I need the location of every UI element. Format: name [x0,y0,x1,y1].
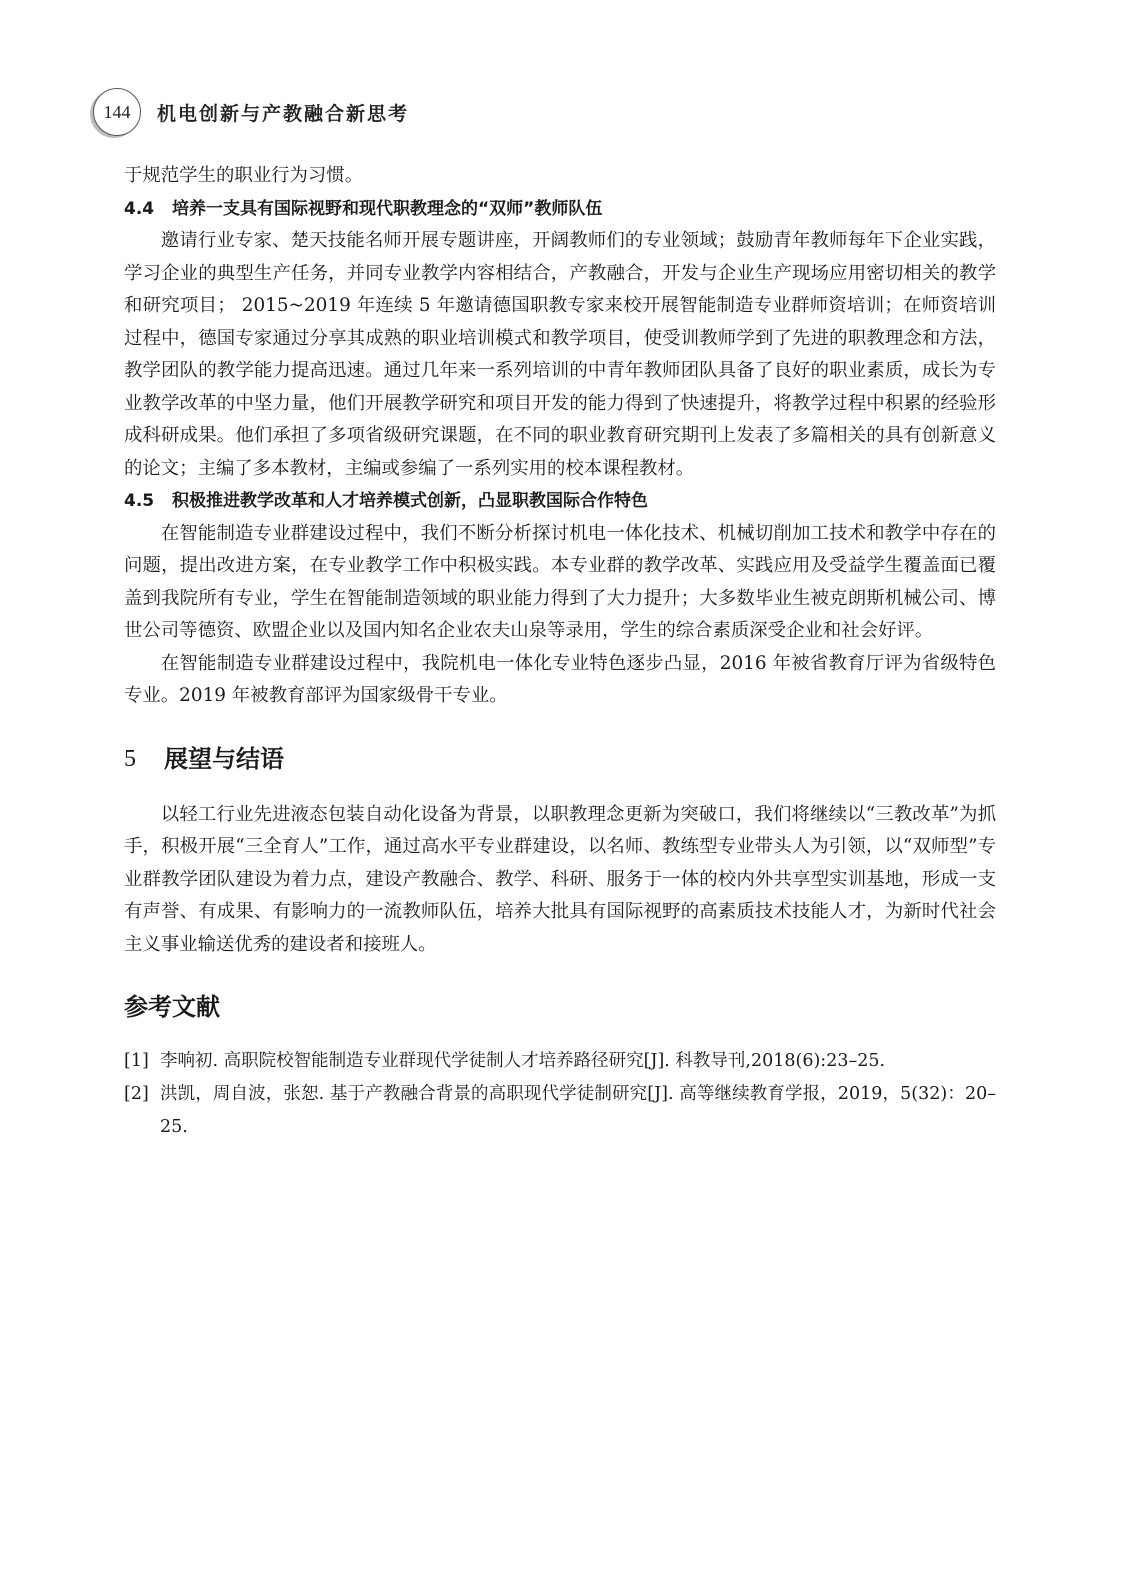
page-header [93,90,409,134]
page-number: 144 [103,101,131,122]
reference-item [124,1045,996,1078]
page-number-badge [93,88,141,136]
reference-number: [1] [124,1051,149,1071]
reference-text: 李响初. 高职院校智能制造专业群现代学徒制人才培养路径研究[J]. 科教导刊,2018(6):23–25. [160,1051,886,1071]
reference-number: [2] [124,1084,149,1104]
paragraph: 以轻工行业先进液态包装自动化设备为背景，以职教理念更新为突破口，我们将继续以“三教改革”为抓手，积极开展“三全育人”工作，通过高水平专业群建设，以名师、教练型专业带头人为引领，以“双师型”专业群教学团队建设为着力点，建设产教融合、教学、科研、服务于一体的校内外共享型实训基地，形成一支有声誉、有成果、有影响力的一流教师队伍，培养大批具有国际视野的高素质技术技能人才，为新时代社会主义事业输送优秀的建设者和接班人。 [124,803,996,955]
reference-text: 洪凯，周自波，张恕. 基于产教融合背景的高职现代学徒制研究[J]. 高等继续教育学报，2019，5(32)：20–25. [160,1084,996,1137]
intro-line: 于规范学生的职业行为习惯。 [124,165,364,186]
subsection-number: 4.5 [124,491,155,511]
paragraph: 邀请行业专家、楚天技能名师开展专题讲座，开阔教师们的专业领域；鼓励青年教师每年下企业实践，学习企业的典型生产任务，并同专业教学内容相结合，产教融合，开发与企业生产现场应用密切相关的教学和研究项目； 2015~2019 年连续 5 年邀请德国职教专家来校开展智能制造专业群师资培训；在师资培训过程中，德国专家通过分享其成熟的职业培训模式和教学项目，使受训教师学到了先进的职教理念和方法，教学团队的教学能力提高迅速。通过几年来一系列培训的中青年教师团队具备了良好的职业素质，成长为专业教学改革的中坚力量，他们开展教学研究和项目开发的能力得到了快速提升，将教学过程中积累的经验形成科研成果。他们承担了多项省级研究课题，在不同的职业教育研究期刊上发表了多篇相关的具有创新意义的论文；主编了多本教材，主编或参编了一系列实用的校本课程教材。 [124,230,996,479]
reference-item [124,1078,996,1144]
paragraph: 在智能制造专业群建设过程中，我们不断分析探讨机电一体化技术、机械切削加工技术和教学中存在的问题，提出改进方案，在专业教学工作中积极实践。本专业群的教学改革、实践应用及受益学生覆盖面已覆盖到我院所有专业，学生在智能制造领域的职业能力得到了大力提升；大多数毕业生被克朗斯机械公司、博世公司等德资、欧盟企业以及国内知名企业农夫山泉等录用，学生的综合素质深受企业和社会好评。 [124,522,996,641]
references-heading: 参考文献 [124,993,220,1021]
subsection-title: 培养一支具有国际视野和现代职教理念的“双师”教师队伍 [172,198,603,219]
body-content [124,160,996,1144]
paragraph: 在智能制造专业群建设过程中，我院机电一体化专业特色逐步凸显，2016 年被省教育厅评为省级特色专业。2019 年被教育部评为国家级骨干专业。 [124,652,996,706]
subsection-number: 4.4 [124,198,155,219]
section-number: 5 [124,745,136,772]
section-title: 展望与结语 [164,744,284,773]
subsection-heading-4-5 [124,485,996,518]
subsection-title: 积极推进教学改革和人才培养模式创新，凸显职教国际合作特色 [172,491,648,511]
subsection-heading-4-4 [124,193,996,226]
section-heading-5 [124,739,996,779]
running-title: 机电创新与产教融合新思考 [157,102,410,125]
